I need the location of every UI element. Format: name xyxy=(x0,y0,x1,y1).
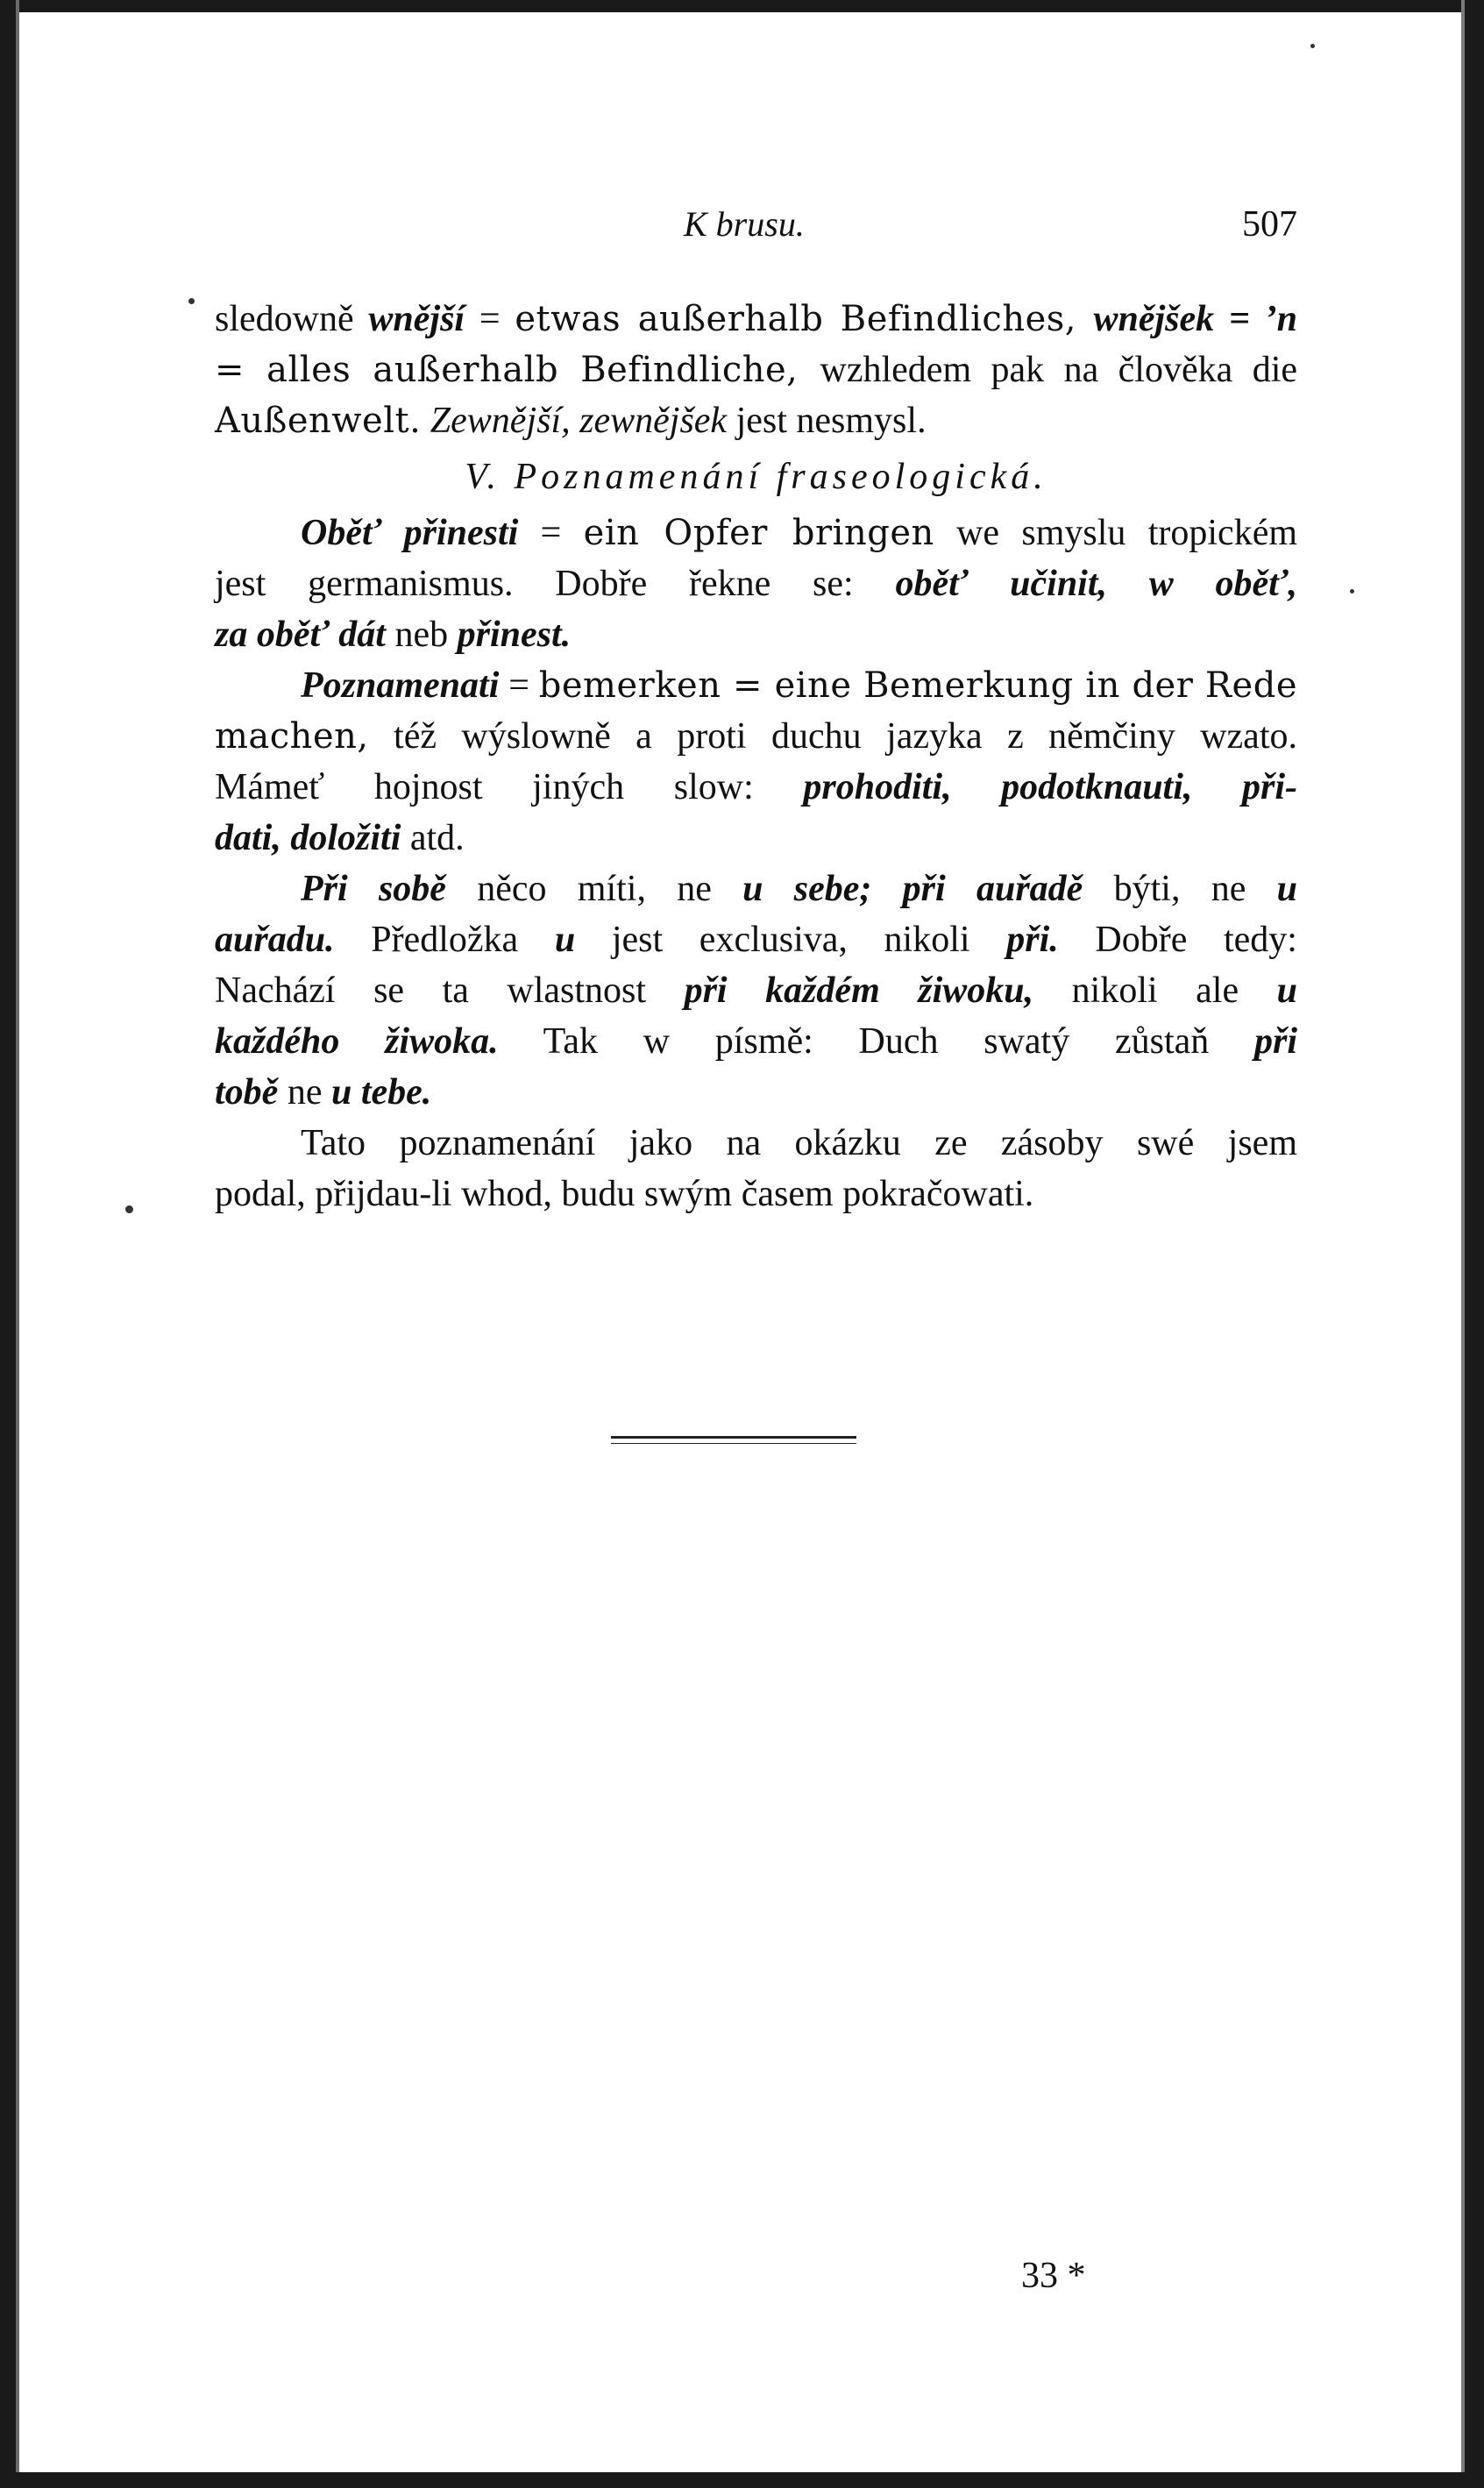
text-line xyxy=(215,914,1297,965)
text-run: při. xyxy=(1006,920,1059,960)
text-run: při xyxy=(1254,1021,1298,1062)
text-run: = ’n xyxy=(1214,299,1297,339)
section-heading: V. Poznamenání fraseologická. xyxy=(465,457,1047,497)
running-title: K brusu. xyxy=(684,204,805,244)
text-run: wzhledem pak na člověka die xyxy=(820,350,1297,390)
rule-line xyxy=(611,1436,856,1439)
scan-speck xyxy=(188,298,195,304)
text-run: machen, xyxy=(215,716,369,757)
text-line xyxy=(215,294,1297,345)
text-line xyxy=(215,813,1297,864)
text-run: Nachází se ta wlastnost xyxy=(215,970,685,1011)
closing-double-rule xyxy=(611,1436,856,1444)
text-run: etwas außerhalb Befindliches, xyxy=(515,299,1094,339)
text-run: atd. xyxy=(401,818,465,858)
text-run: auřadu. xyxy=(215,920,335,960)
text-run: jest exclusiva, nikoli xyxy=(575,920,1007,960)
text-run: každého žiwoka. xyxy=(215,1021,499,1062)
signature-mark: 33 * xyxy=(1021,2256,1086,2296)
text-run: = alles außerhalb Befindliche, xyxy=(215,350,820,390)
text-run: u xyxy=(554,920,576,960)
text-run: ne xyxy=(278,1072,331,1112)
paragraph-5 xyxy=(215,1118,1297,1219)
text-line xyxy=(215,558,1297,609)
scan-border-left-shadow xyxy=(16,0,19,2488)
page-header xyxy=(215,203,1297,256)
scan-border-top xyxy=(0,0,1484,12)
text-run: u xyxy=(1276,869,1297,909)
text-line: podal, přijdau-li whod, budu swým časem pokračowati. xyxy=(215,1174,1034,1214)
text-run: u sebe; při auřadě xyxy=(742,869,1083,909)
scan-border-right xyxy=(1465,0,1484,2488)
text-run: bemerken = eine Bemerkung in der Rede xyxy=(538,665,1297,706)
text-run: býti, ne xyxy=(1083,869,1277,909)
text-run: sledowně xyxy=(215,299,369,339)
text-run: neb xyxy=(385,615,458,655)
text-line xyxy=(215,660,1297,711)
text-run: přinest. xyxy=(457,615,572,655)
text-run: něco míti, ne xyxy=(445,869,743,909)
text-run: též wýslowně a proti duchu jazyka z němčiny wzato. xyxy=(368,716,1297,757)
text-run: jest germanismus. Dobře řekne se: xyxy=(215,564,896,604)
text-run: = xyxy=(518,513,584,553)
text-run: Předložka xyxy=(334,920,555,960)
text-run: oběť učinit, w oběť, xyxy=(895,564,1297,604)
scan-border-bottom xyxy=(0,2472,1484,2488)
text-run: Poznamenati xyxy=(301,665,500,706)
text-run: Mámeť hojnost jiných slow: xyxy=(215,767,804,807)
paragraph-4 xyxy=(215,864,1297,1118)
text-line xyxy=(215,1016,1297,1067)
text-run: = xyxy=(499,665,539,706)
text-run: ein Opfer bringen xyxy=(583,513,934,553)
text-run: prohoditi, podotknauti, při- xyxy=(803,767,1298,807)
text-run: Oběť přinesti xyxy=(301,513,519,553)
paragraph-3 xyxy=(215,660,1297,864)
text-run: za oběť dát xyxy=(215,615,386,655)
paragraph-2 xyxy=(215,508,1297,660)
scan-speck xyxy=(1350,589,1354,594)
text-run: dati, doložiti xyxy=(215,818,401,858)
text-run: = xyxy=(465,299,515,339)
text-run: wnější xyxy=(368,299,465,339)
text-run: Tak w písmě: Duch swatý zůstaň xyxy=(498,1021,1254,1062)
paragraph-1 xyxy=(215,294,1297,446)
text-line xyxy=(215,508,1297,558)
text-run: wnějšek xyxy=(1093,299,1215,339)
text-run: nikoli ale xyxy=(1033,970,1277,1011)
scan-speck xyxy=(125,1205,133,1213)
rule-line xyxy=(611,1443,856,1444)
text-line: Tato poznamenání jako na okázku ze zásoby swé jsem xyxy=(301,1123,1297,1163)
text-line xyxy=(215,345,1297,395)
page-number: 507 xyxy=(1242,204,1297,245)
text-run: u tebe. xyxy=(330,1072,432,1112)
text-line xyxy=(215,864,1297,914)
text-line xyxy=(215,762,1297,813)
text-line xyxy=(215,711,1297,762)
text-line xyxy=(215,395,1297,446)
text-run: Außenwelt. xyxy=(215,401,422,441)
scan-border-left xyxy=(0,0,16,2488)
text-run: Zewnější, zewnějšek xyxy=(421,401,728,441)
scan-speck xyxy=(1310,44,1315,48)
scan-border-right-shadow xyxy=(1461,0,1465,2488)
text-run: we smyslu tropickém xyxy=(934,513,1298,553)
text-run: Při sobě xyxy=(301,869,446,909)
text-run: u xyxy=(1276,970,1297,1011)
page-body xyxy=(215,294,1297,1219)
text-run: při každém žiwoku, xyxy=(684,970,1034,1011)
text-line xyxy=(215,1067,1297,1118)
text-line xyxy=(215,609,1297,660)
text-line xyxy=(215,965,1297,1016)
text-run: tobě xyxy=(215,1072,279,1112)
text-run: jest nesmysl. xyxy=(727,401,927,441)
text-run: Dobře tedy: xyxy=(1058,920,1297,960)
